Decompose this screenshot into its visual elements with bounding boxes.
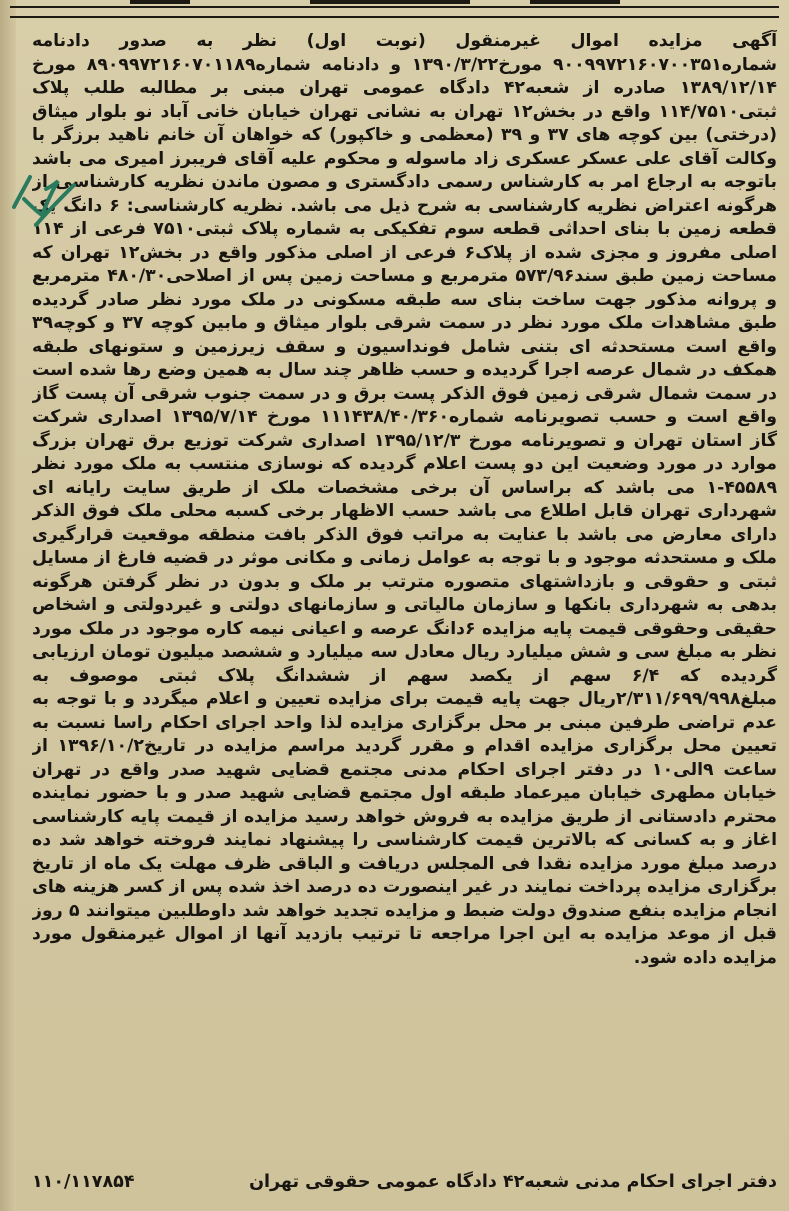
- handwritten-pen-mark-icon: [6, 155, 86, 235]
- footer-number: ۱۱۰/۱۱۷۸۵۴: [32, 1172, 135, 1192]
- notice-body: آگهی مزایده اموال غیرمنقول (نوبت اول) نظر به صدور دادنامه شماره۹۰۰۹۹۷۲۱۶۰۷۰۰۳۵۱ مورخ۱۳۹۰/۳/۲۲ و دادنامه شماره۸۹۰۹۹۷۲۱۶۰۷۰۱۱۸۹ مورخ ۱۳۸۹/۱۲/۱۴ صادره از شعبه۴۲ دادگاه عمومی تهران مبنی بر مطالبه طلب پلاک ثبتی۱۱۴/۷۵۱۰ واقع در بخش۱۲ تهران به نشانی تهران خیابان خانی آباد نو بلوار میثاق (درختی) بین کوچه های ۳۷ و ۳۹ (معظمی و خاکپور) که خواهان آن خانم ناهید برزگر با وکالت آقای علی عسکر عسکری زاد ماسوله و محکوم علیه آقای فریبرز امیری می باشد باتوجه به ارجاع امر به کارشناس رسمی دادگستری و مصون ماندن نظریه کارشناسی از هرگونه اعتراض نظریه کارشناسی به شرح ذیل می باشد. نظریه کارشناسی: ۶ دانگ یک قطعه زمین با بنای احداثی قطعه سوم تفکیکی به شماره پلاک ثبتی۷۵۱۰ فرعی از ۱۱۴ اصلی مفروز و مجزی شده از پلاک۶ فرعی از اصلی مذکور واقع در بخش۱۲ تهران که مساحت زمین طبق سند۵۷۳/۹۶ مترمربع و مساحت زمین پس از اصلاحی۴۸۰/۳۰ مترمربع و پروانه مذکور جهت ساخت بنای سه طبقه مسکونی در ملک مورد نظر صادر گردیده طبق مشاهدات ملک مورد نظر در سمت شرقی بلوار میثاق و مابین کوچه ۳۷ و کوچه۳۹ واقع است مستحدثه ای بتنی شامل فونداسیون و سقف زیرزمین و ستونهای طبقه همکف در شمال عرصه اجرا گردیده و حسب ظاهر چند سال به همین وضع رها شده است در سمت شمال شرقی زمین فوق الذکر پست برق و در سمت جنوب شرقی آن پست گاز واقع است و حسب تصویرنامه شماره۱۱۱۴۳۸/۴۰/۳۶۰ مورخ ۱۳۹۵/۷/۱۴ اصداری شرکت گاز استان تهران و تصویرنامه مورخ ۱۳۹۵/۱۲/۳ اصداری شرکت توزیع برق تهران بزرگ موارد در مورد وضعیت این دو پست اعلام گردیده که نوسازی منتسب به ملک مورد نظر ۴۵۵۸۹-۱ می باشد که براساس آن برخی مشخصات ملک از طریق سایت رایانه ای شهرداری تهران قابل اطلاع می باشد حسب الاظهار برخی کسبه محلی ملک فوق الذکر دارای معارض می باشد با عنایت به مراتب فوق الذکر بافت منطقه موقعیت قرارگیری ملک و مستحدثه موجود و با توجه به عوامل زمانی و مکانی موثر در قضیه فارغ از مسایل ثبتی و حقوقی و بازداشتهای متصوره مترتب بر ملک و بدون در نظر گرفتن هرگونه بدهی به شهرداری بانکها و سازمان مالیاتی و سازمانهای دولتی و غیردولتی و اشخاص حقیقی وحقوقی قیمت پایه مزایده ۶دانگ عرصه و اعیانی نیمه کاره موجود در ملک مورد نظر به مبلغ سی و شش میلیارد ریال معادل سه میلیارد و ششصد میلیون تومان ارزیابی گردیده که ۶/۴ سهم از یکصد سهم از ششدانگ پلاک ثبتی موصوف به مبلغ۲/۳۱۱/۶۹۹/۹۹۸ریال جهت پایه قیمت برای مزایده تعیین و اعلام میگردد و با توجه به عدم تراضی طرفین مبنی بر محل برگزاری مزایده لذا واحد اجرای احکام راسا نسبت به تعیین محل برگزاری مزایده اقدام و مقرر گردید مراسم مزایده در تاریخ۱۳۹۶/۱۰/۲ از ساعت ۹الی۱۰ در دفتر اجرای احکام مدنی مجتمع قضایی شهید صدر واقع در تهران خیابان مطهری خیابان میرعماد طبقه اول مجتمع قضایی شهید صدر و با حضور نماینده محترم دادستانی از طریق مزایده به فروش خواهد رسید مزایده از قیمت پایه کارشناسی اغاز و به کسانی که بالاترین قیمت کارشناسی را پیشنهاد نمایند فروخته خواهد شد ده درصد مبلغ مورد مزایده نقدا فی المجلس دریافت و الباقی ظرف مهلت یک ماه از تاریخ برگزاری مزایده پرداخت نمایند در غیر اینصورت ده درصد اخذ شده پس از کسر هزینه های انجام مزایده بنفع صندوق دولت ضبط و مزایده تجدید خواهد شد داوطلبین میتوانند ۵ روز قبل از موعد مزایده به این اجرا مراجعه تا ترتیب بازدید آنها از اموال غیرمنقول مورد مزایده داده شود.: [32, 31, 777, 968]
- top-border-rule: [10, 6, 779, 18]
- footer-office: دفتر اجرای احکام مدنی شعبه۴۲ دادگاه عمومی حقوقی تهران: [249, 1172, 777, 1192]
- auction-notice: [32, 30, 777, 1170]
- notice-footer: [32, 1168, 777, 1196]
